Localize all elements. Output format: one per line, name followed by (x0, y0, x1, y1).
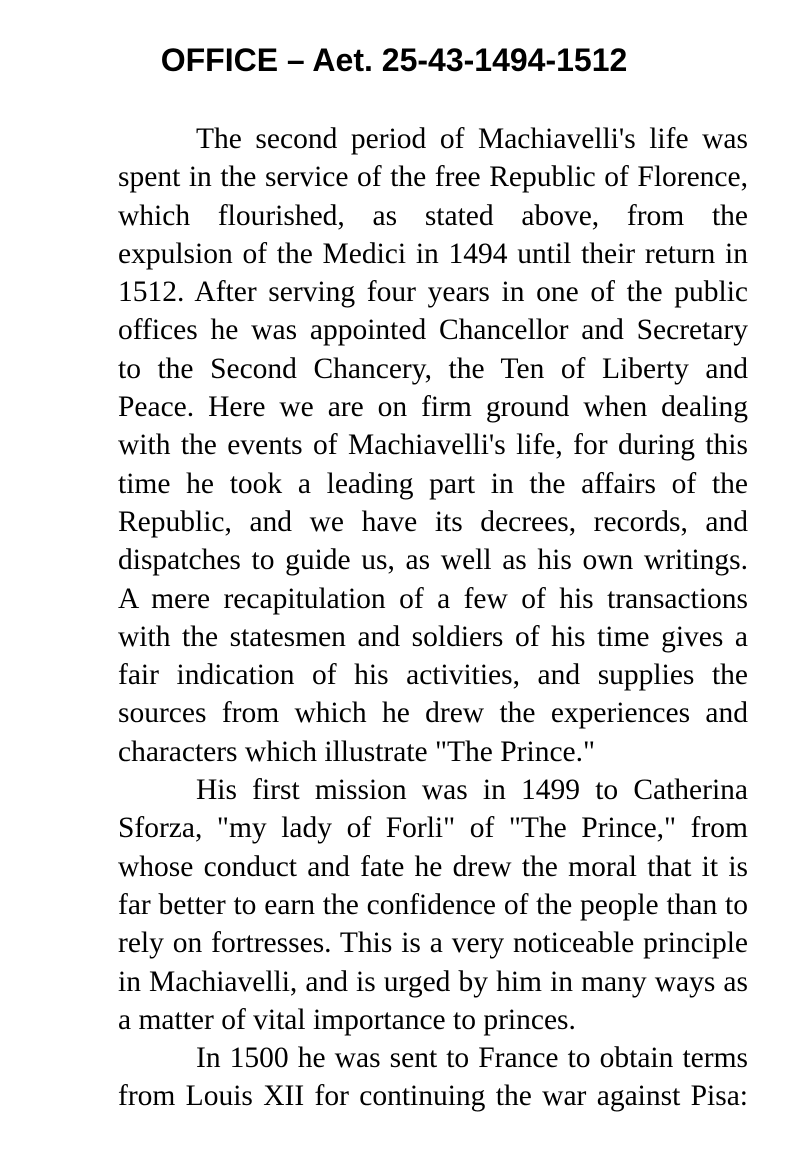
text-line: which flourished, as stated above, from the (118, 199, 748, 232)
text-line: time he took a leading part in the affairs of the (118, 467, 748, 500)
paragraph-1 (40, 120, 748, 771)
text-line: sources from which he drew the experiences and (118, 697, 748, 730)
chapter-heading: OFFICE – Aet. 25-43-1494-1512 (160, 42, 628, 78)
text-line: to the Second Chancery, the Ten of Liberty and (118, 352, 748, 385)
text-line: characters which illustrate "The Prince." (118, 735, 596, 768)
text-line: A mere recapitulation of a few of his transactions (118, 582, 748, 615)
text-line: Republic, and we have its decrees, records, and (118, 505, 748, 538)
text-line: with the events of Machiavelli's life, for during this (118, 429, 748, 462)
text-line: spent in the service of the free Republic of Florence, (118, 161, 748, 194)
text-line: The second period of Machiavelli's life was (196, 123, 748, 155)
text-line: in Machiavelli, and is urged by him in many ways as (118, 965, 748, 998)
text-line: with the statesmen and soldiers of his time gives a (118, 620, 748, 653)
text-line: whose conduct and fate he drew the moral that it is (118, 850, 748, 883)
text-line: 1512. After serving four years in one of the public (118, 276, 748, 309)
paragraph-2 (40, 771, 748, 1039)
text-line: In 1500 he was sent to France to obtain terms (196, 1042, 748, 1075)
text-line: Sforza, "my lady of Forli" of "The Prince," from (118, 812, 748, 845)
paragraph-3 (40, 1039, 748, 1116)
body-text (40, 120, 748, 1116)
text-line: Peace. Here we are on firm ground when dealing (118, 391, 748, 424)
text-line: expulsion of the Medici in 1494 until their return in (118, 237, 748, 270)
text-line: from Louis XII for continuing the war against Pisa: (118, 1080, 748, 1113)
text-line: fair indication of his activities, and supplies the (118, 659, 748, 692)
text-line: a matter of vital importance to princes. (118, 1003, 576, 1036)
text-line: dispatches to guide us, as well as his own writings. (118, 544, 748, 577)
text-line: His first mission was in 1499 to Catherina (196, 774, 748, 807)
text-line: offices he was appointed Chancellor and Secretary (118, 314, 748, 347)
text-line: rely on fortresses. This is a very noticeable principle (118, 927, 748, 960)
text-line: far better to earn the confidence of the people than to (118, 888, 748, 921)
